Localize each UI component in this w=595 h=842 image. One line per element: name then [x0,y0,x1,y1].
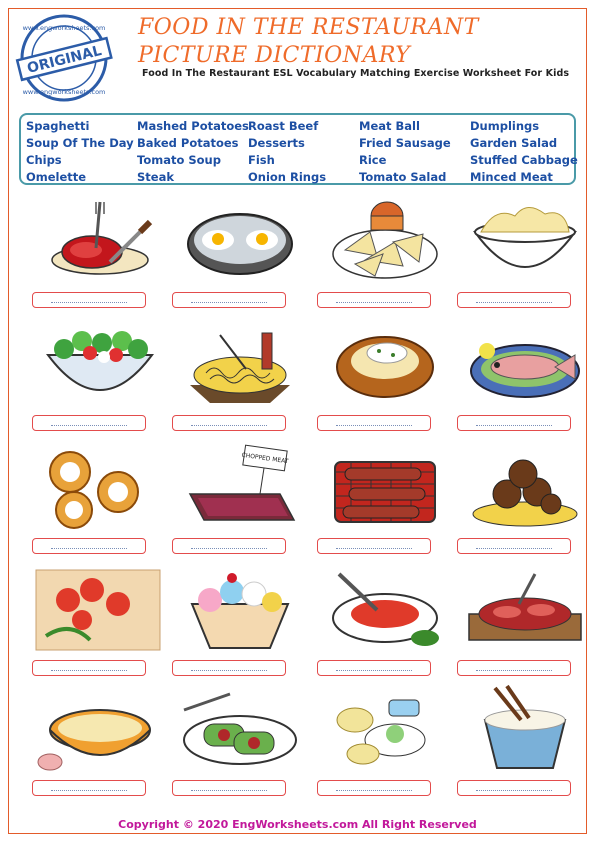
word-bank-item: Omelette [26,170,87,184]
word-bank-item: Roast Beef [248,119,319,133]
word-bank-item: Meat Ball [359,119,420,133]
answer-field[interactable] [32,780,146,796]
answer-field[interactable] [457,415,571,431]
word-bank-item: Desserts [248,136,305,150]
picture-card [455,560,595,680]
word-bank-item: Baked Potatoes [137,136,239,150]
garden-salad-icon [30,315,170,407]
worksheet-title [138,14,578,70]
word-bank-item: Soup Of The Day [26,136,134,150]
baked-potatoes-icon [315,315,455,407]
rice-icon [455,680,595,772]
tomato-salad-icon [30,560,170,652]
original-stamp [12,12,116,104]
word-bank [19,113,576,185]
title-line-2: PICTURE DICTIONARY [138,43,411,68]
picture-card [170,438,310,558]
answer-field[interactable] [32,660,146,676]
word-bank-grid [26,118,578,186]
picture-card [455,192,595,312]
spaghetti-icon [170,315,310,407]
desserts-icon [170,560,310,652]
chips-icon [315,192,455,284]
picture-card [170,315,310,435]
mashed-potatoes-icon [455,192,595,284]
stamp-ring-top: www.engworksheets.com [22,24,106,32]
answer-field[interactable] [32,538,146,554]
answer-field[interactable] [172,660,286,676]
picture-card [170,680,310,800]
answer-field[interactable] [32,292,146,308]
picture-card [315,438,455,558]
picture-card [315,315,455,435]
word-bank-item: Stuffed Cabbage [470,153,578,167]
picture-card [455,315,595,435]
word-bank-item: Spaghetti [26,119,90,133]
dumplings-icon [315,680,455,772]
word-bank-item: Fried Sausage [359,136,451,150]
steak-icon [30,192,170,284]
picture-card [30,438,170,558]
word-bank-item: Garden Salad [470,136,558,150]
picture-card [30,680,170,800]
svg-text:CHOPPED MEAT: CHOPPED MEAT [241,451,289,466]
title-line-1: FOOD IN THE RESTAURANT [138,15,479,40]
onion-rings-icon [30,438,170,530]
stamp-ring-bottom: www.engworksheets.com [22,88,106,96]
word-bank-item: Minced Meat [470,170,553,184]
word-bank-item: Onion Rings [248,170,327,184]
picture-card [315,680,455,800]
answer-field[interactable] [172,415,286,431]
answer-field[interactable] [457,538,571,554]
minced-meat-icon [170,438,310,530]
tomato-soup-icon [315,560,455,652]
answer-field[interactable] [317,660,431,676]
answer-field[interactable] [457,660,571,676]
word-bank-item: Steak [137,170,174,184]
roast-beef-icon [455,560,595,652]
word-bank-item: Rice [359,153,387,167]
answer-field[interactable] [457,780,571,796]
answer-field[interactable] [172,292,286,308]
worksheet-subtitle: Food In The Restaurant ESL Vocabulary Matching Exercise Worksheet For Kids [142,68,570,79]
stuffed-cabbage-icon [170,680,310,772]
word-bank-item: Fish [248,153,275,167]
word-bank-item: Dumplings [470,119,540,133]
picture-card [315,192,455,312]
picture-card [455,680,595,800]
answer-field[interactable] [172,780,286,796]
answer-field[interactable] [172,538,286,554]
answer-field[interactable] [457,292,571,308]
word-bank-item: Tomato Salad [359,170,447,184]
picture-card [170,560,310,680]
picture-card [30,560,170,680]
fish-icon [455,315,595,407]
answer-field[interactable] [317,292,431,308]
picture-card [455,438,595,558]
answer-field[interactable] [317,415,431,431]
word-bank-item: Chips [26,153,62,167]
omelette-icon [170,192,310,284]
word-bank-item: Tomato Soup [137,153,221,167]
picture-card [30,192,170,312]
picture-card [170,192,310,312]
fried-sausage-icon [315,438,455,530]
picture-card [30,315,170,435]
picture-card [315,560,455,680]
stamp-text: ORIGINAL [25,42,104,77]
answer-field[interactable] [317,780,431,796]
answer-field[interactable] [317,538,431,554]
copyright-footer: Copyright © 2020 EngWorksheets.com All Right Reserved [118,818,477,831]
word-bank-item: Mashed Potatoes [137,119,249,133]
answer-field[interactable] [32,415,146,431]
meat-ball-icon [455,438,595,530]
soup-of-the-day-icon [30,680,170,772]
